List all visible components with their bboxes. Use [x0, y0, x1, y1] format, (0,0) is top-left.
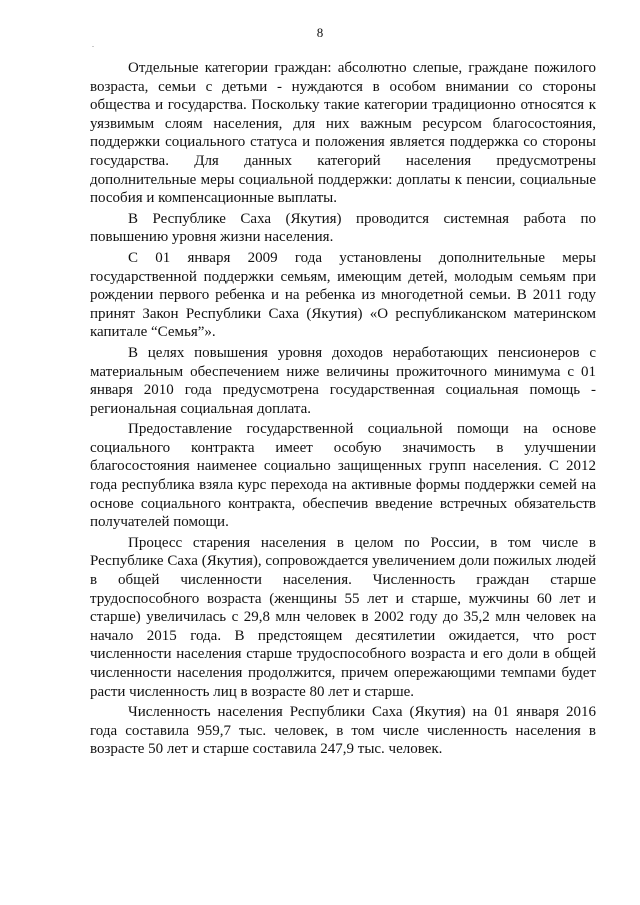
paragraph-population-count: Численность населения Республики Саха (Якутия) на 01 января 2016 года составила 959,7 тыс. человек, в том числе численность населения в возрасте 50 лет и старше составила 247,9 тыс. человек.	[90, 704, 596, 758]
document-body	[90, 59, 596, 761]
paragraph-family-support: С 01 января 2009 года установлены дополнительные меры государственной поддержки семьям, имеющим детей, молодым семьям при рождении первого ребенка и на ребенка из многодетной семьи. В 2011 году принят Закон Республики Саха (Якутия) «О республиканском материнском капитале “Семья”».	[90, 249, 596, 341]
paragraph-social-contract: Предоставление государственной социальной помощи на основе социального контракта имеет особую значимость в улучшении благосостояния наименее социально защищенных групп населения. С 2012 года республика взяла курс перехода на активные формы поддержки семей на основе социального контракта, обеспечив введение встречных обязательств получателей помощи.	[90, 421, 596, 531]
paragraph-vulnerable-categories: Отдельные категории граждан: абсолютно слепые, граждане пожилого возраста, семьи с детьми - нуждаются в особом внимании со стороны общества и государства. Поскольку такие категории традиционно относятся к уязвимым слоям населения, для них важным ресурсом благосостояния, поддержки социального статуса и положения является поддержка со стороны государства. Для данных категорий населения предусмотрены дополнительные меры социальной поддержки: доплаты к пенсии, социальные пособия и компенсационные выплаты.	[90, 60, 596, 207]
paragraph-living-standards: В Республике Саха (Якутия) проводится системная работа по повышению уровня жизни населения.	[90, 210, 596, 246]
paragraph-population-aging: Процесс старения населения в целом по России, в том числе в Республике Саха (Якутия), сопровождается увеличением доли пожилых людей в общей численности населения. Численность граждан старше трудоспособного возраста (женщины 55 лет и старше, мужчины 60 лет и старше) увеличилась с 29,8 млн человек в 2002 году до 35,2 млн человек на начало 2015 года. В предстоящем десятилетии ожидается, что рост численности населения старше трудоспособного возраста и его доли в общей численности населения продолжится, причем опережающими темпами будет расти численность лиц в возрасте 80 лет и старше.	[90, 534, 596, 700]
paragraph-pensioner-supplement: В целях повышения уровня доходов неработающих пенсионеров с материальным обеспечением ниже величины прожиточного минимума с 01 января 2010 года предусмотрена государственная социальная помощь - региональная социальная доплата.	[90, 344, 596, 417]
corner-mark: .	[92, 40, 94, 49]
page-number: 8	[316, 25, 324, 40]
